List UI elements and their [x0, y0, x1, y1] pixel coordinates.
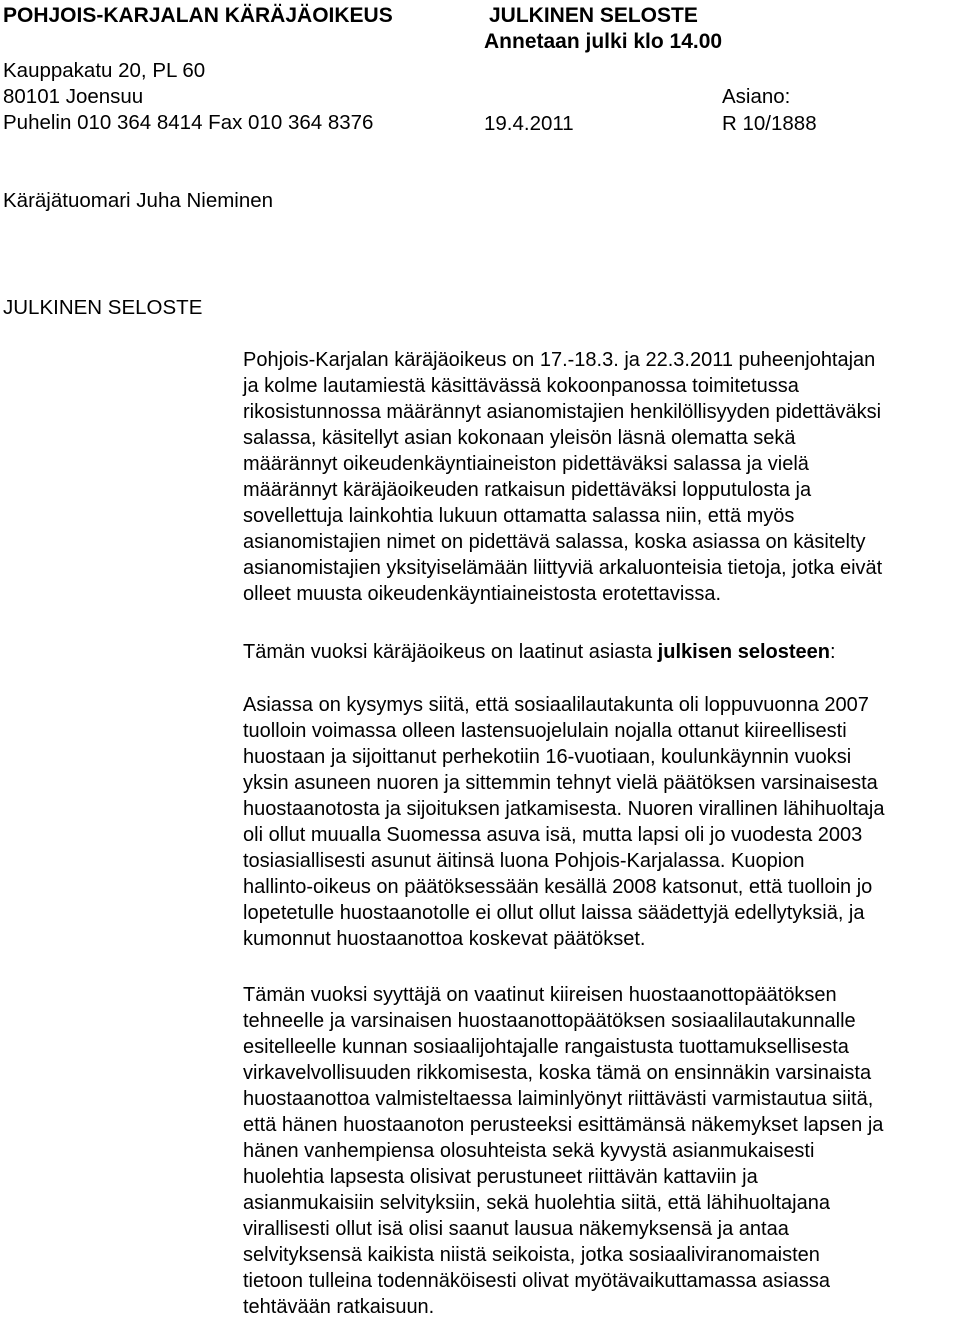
paragraph-line: Tämän vuoksi syyttäjä on vaatinut kiireisen huostaanottopäätöksen [243, 984, 837, 1006]
paragraph-line: esitelleelle kunnan sosiaalijohtajalle rangaistusta tuottamuksellisesta [243, 1036, 849, 1058]
paragraph-line: kumonnut huostaanottoa koskevat päätökset. [243, 928, 646, 950]
court-address-line2: 80101 Joensuu [3, 85, 144, 108]
paragraph-line: tosiasiallisesti asunut äitinsä luona Pohjois-Karjalassa. Kuopion [243, 850, 805, 872]
court-address-line1: Kauppakatu 20, PL 60 [3, 59, 206, 82]
paragraph-line: sovellettuja lainkohtia lukuun ottamatta salassa niin, että myös [243, 505, 795, 527]
paragraph-line: hänen vanhempiensa olosuhteista sekä kyvystä asianmukaisesti [243, 1140, 815, 1162]
paragraph-confidentiality [243, 347, 882, 607]
summary-intro-prefix: Tämän vuoksi käräjäoikeus on laatinut asiasta [243, 641, 658, 663]
paragraph-line: tietoon tulleina todennäköisesti olivat myötävaikuttamassa asiassa [243, 1270, 830, 1292]
court-name: POHJOIS-KARJALAN KÄRÄJÄOIKEUS [3, 4, 393, 27]
paragraph-line: tuolloin voimassa olleen lastensuojelulain nojalla ottanut kiireellisesti [243, 720, 847, 742]
court-phone-fax: Puhelin 010 364 8414 Fax 010 364 8376 [3, 111, 374, 134]
paragraph-line: virkavelvollisuuden rikkomisesta, koska tämä on ensinnäkin varsinaista [243, 1062, 872, 1084]
paragraph-line: Asiassa on kysymys siitä, että sosiaalilautakunta oli loppuvuonna 2007 [243, 694, 869, 716]
paragraph-line: ja kolme lautamiestä käsittävässä kokoonpanossa toimitetussa [243, 375, 799, 397]
release-time: Annetaan julki klo 14.00 [484, 30, 723, 53]
paragraph-line: Pohjois-Karjalan käräjäoikeus on 17.-18.3. ja 22.3.2011 puheenjohtajan [243, 349, 876, 371]
paragraph-line: hallinto-oikeus on päätöksessään kesällä 2008 katsonut, että tuolloin jo [243, 876, 873, 898]
paragraph-line: salassa, käsitellyt asian kokonaan yleisön läsnä olematta sekä [243, 427, 796, 449]
case-label: Asiano: [722, 85, 791, 108]
paragraph-line: yksin asuneen nuoren ja sittemmin tehnyt vielä päätöksen varsinaisesta [243, 772, 878, 794]
paragraph-line: oli ollut muualla Suomessa asuva isä, mutta lapsi oli jo vuodesta 2003 [243, 824, 863, 846]
paragraph-line: huolehtia lapsesta olisivat perustuneet riittävän kattaviin ja [243, 1166, 758, 1188]
paragraph-line: lopetetulle huostaanotolle ei ollut ollut laissa säädettyjä edellytyksiä, ja [243, 902, 865, 924]
paragraph-line: asianomistajien nimet on pidettävä salassa, koska asiassa on käsitelty [243, 531, 866, 553]
paragraph-line: huostaanottoa valmisteltaessa laiminlyönyt riittävästi varmistautua siitä, [243, 1088, 874, 1110]
paragraph-line: määrännyt oikeudenkäyntiaineiston pidettäväksi salassa ja vielä [243, 453, 809, 475]
judge-name: Käräjätuomari Juha Nieminen [3, 189, 274, 212]
paragraph-line: määrännyt käräjäoikeuden ratkaisun pidettäväksi lopputulosta ja [243, 479, 812, 501]
paragraph-line: huostaanotosta ja sijoituksen jatkamisesta. Nuoren virallinen lähihuoltaja [243, 798, 885, 820]
paragraph-line: huostaan ja sijoittanut perhekotiin 16-vuotiaan, koulunkäynnin vuoksi [243, 746, 852, 768]
paragraph-line: tehtävään ratkaisuun. [243, 1296, 435, 1318]
paragraph-line: virallisesti ollut isä olisi saanut lausua näkemyksensä ja antaa [243, 1218, 789, 1240]
document-date: 19.4.2011 [484, 112, 574, 135]
section-title: JULKINEN SELOSTE [3, 296, 203, 319]
paragraph-line: olleet muusta oikeudenkäyntiaineistosta erotettavissa. [243, 583, 722, 605]
document-type: JULKINEN SELOSTE [489, 4, 698, 27]
summary-intro-bold: julkisen selosteen [657, 641, 830, 663]
paragraph-line: asianomistajien yksityiselämään liittyviä arkaluonteisia tietoja, jotka eivät [243, 557, 883, 579]
case-number: R 10/1888 [722, 112, 817, 135]
paragraph-summary-intro [243, 639, 836, 665]
summary-intro-suffix: : [829, 641, 836, 663]
paragraph-line: selvityksensä kaikista niistä seikoista, jotka sosiaaliviranomaisten [243, 1244, 820, 1266]
paragraph-line [243, 639, 836, 665]
paragraph-prosecution-claim [243, 982, 883, 1320]
paragraph-line: tehneelle ja varsinaisen huostaanottopäätöksen sosiaalilautakunnalle [243, 1010, 856, 1032]
paragraph-line: asianmukaisiin selvityksiin, sekä huolehtia siitä, että lähihuoltajana [243, 1192, 830, 1214]
paragraph-line: rikosistunnossa määrännyt asianomistajien henkilöllisyyden pidettäväksi [243, 401, 882, 423]
paragraph-case-background [243, 692, 884, 952]
paragraph-line: että hänen huostaanoton perusteeksi esittämänsä näkemykset lapsen ja [243, 1114, 884, 1136]
